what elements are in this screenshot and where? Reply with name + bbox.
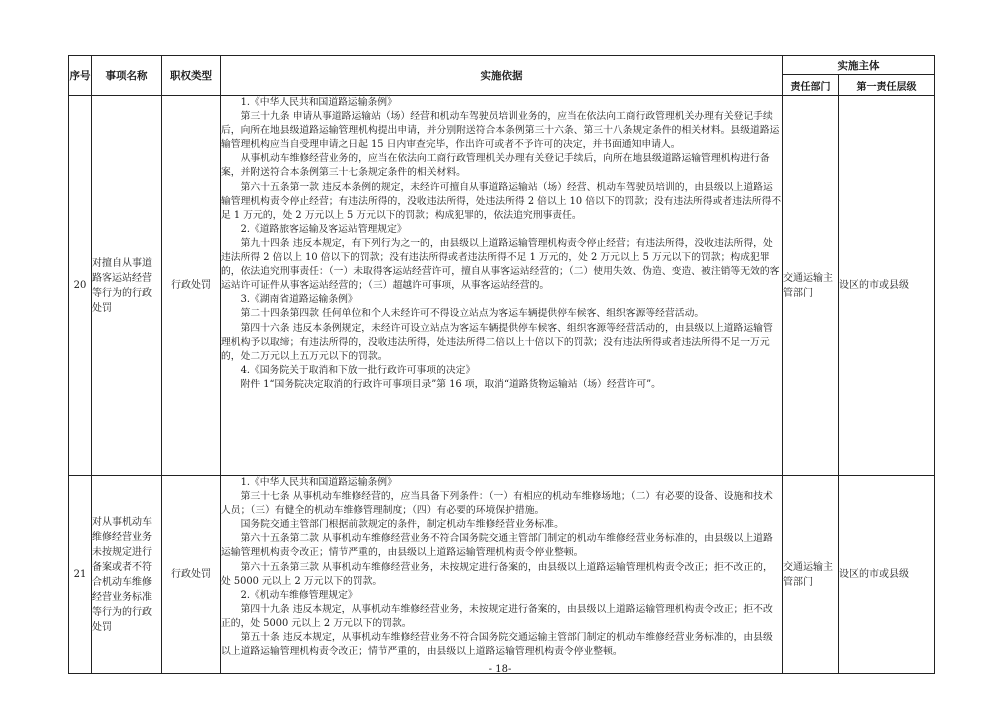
header-level: 第一责任层级: [839, 75, 935, 96]
basis-line: 第三十七条 从事机动车维修经营的，应当具备下列条件：（一）有相应的机动车维修场地；（二）有必要的设备、设施和技术人员；（三）有健全的机动车维修管理制度；（四）有必要的环境保护措施。: [221, 491, 773, 517]
basis-line: 2.《道路旅客运输及客运站管理规定》: [240, 223, 407, 235]
responsible-level: 设区的市或县级: [839, 476, 935, 674]
table-row: [69, 476, 935, 674]
basis-line: 第六十五条第三款 从事机动车维修经营业务，未按规定进行备案的，由县级以上道路运输管理机构责令改正；拒不改正的，处 5000 元以上 2 万元以下的罚款。: [221, 561, 773, 587]
implementation-basis: [221, 476, 783, 674]
table-header-row: [69, 56, 935, 75]
basis-line: 从事机动车维修经营业务的，应当在依法向工商行政管理机关办理有关登记手续后，向所在地县级道路运输管理机构进行备案，并附送符合本条例第三十七条规定条件的相关材料。: [221, 153, 770, 179]
basis-line: 第四十六条 违反本条例规定，未经许可设立站点为客运车辆提供停车候客、组织客源等经营活动的，由县级以上道路运输管理机构予以取缔；有违法所得的，没收违法所得，处违法所得二倍以上十倍以下的罚款；没有违法所得或者违法所得不足一万元的，处二万元以上五万元以下的罚款。: [221, 322, 773, 362]
row-number: 21: [69, 476, 92, 674]
row-number: 20: [69, 96, 92, 476]
page-number: - 18-: [488, 664, 512, 675]
power-type: 行政处罚: [162, 476, 221, 674]
basis-line: 第四十九条 违反本规定，从事机动车维修经营业务，未按规定进行备案的，由县级以上道路运输管理机构责令改正；拒不改正的，处 5000 元以上 2 万元以下的罚款。: [221, 603, 773, 629]
header-dept: 责任部门: [783, 75, 839, 96]
basis-line: 1.《中华人民共和国道路运输条例》: [240, 477, 397, 488]
header-basis: 实施依据: [221, 56, 783, 96]
implementation-basis: [221, 96, 783, 476]
basis-line: 第六十五条第一款 违反本条例的规定，未经许可擅自从事道路运输站（场）经营、机动车驾驶员培训的，由县级以上道路运输管理机构责令停止经营；有违法所得的，没收违法所得，处违法所得 2 倍以上 10 倍以下的罚款；没有违法所得或者违法所得不足 1 万元的，处 2 万元以上 5 万元以下的罚款；构成犯罪的，依法追究刑事责任。: [221, 181, 782, 221]
enforcement-table: [68, 55, 935, 674]
header-power-type: 职权类型: [162, 56, 221, 96]
basis-line: 1.《中华人民共和国道路运输条例》: [240, 97, 397, 108]
item-name: 对擅自从事道路客运站经营等行为的行政处罚: [92, 96, 162, 476]
basis-line: 第六十五条第二款 从事机动车维修经营业务不符合国务院交通主管部门制定的机动车维修经营业务标准的，由县级以上道路运输管理机构责令改正；情节严重的，由县级以上道路运输管理机构责令停业整顿。: [221, 533, 773, 559]
basis-line: 3.《湖南省道路运输条例》: [240, 294, 358, 306]
header-item-name: 事项名称: [92, 56, 162, 96]
basis-line: 国务院交通主管部门根据前款规定的条件，制定机动车维修经营业务标准。: [240, 519, 564, 531]
basis-line: 第五十条 违反本规定，从事机动车维修经营业务不符合国务院交通运输主管部门制定的机动车维修经营业务标准的，由县级以上道路运输管理机构责令改正；情节严重的，由县级以上道路运输管理机构责令停业整顿。: [221, 632, 773, 658]
power-type: 行政处罚: [162, 96, 221, 476]
basis-line: 附件 1“国务院决定取消的行政许可事项目录”第 16 项，取消“道路货物运输站（场）经营许可”。: [240, 378, 661, 390]
header-seq: 序号: [69, 56, 92, 96]
responsible-level: 设区的市或县级: [839, 96, 935, 476]
basis-line: 2.《机动车维修管理规定》: [240, 589, 358, 601]
basis-line: 第二十四条第四款 任何单位和个人未经许可不得设立站点为客运车辆提供停车候客、组织客源等经营活动。: [240, 308, 705, 320]
responsible-dept: 交通运输主管部门: [783, 96, 839, 476]
item-name: 对从事机动车维修经营业务未按规定进行备案或者不符合机动车维修经营业务标准等行为的行政处罚: [92, 476, 162, 674]
responsible-dept: 交通运输主管部门: [783, 476, 839, 674]
basis-line: 4.《国务院关于取消和下放一批行政许可事项的决定》: [240, 364, 476, 376]
header-subject: 实施主体: [783, 56, 935, 75]
table-row: [69, 96, 935, 476]
basis-line: 第九十四条 违反本规定，有下列行为之一的，由县级以上道路运输管理机构责令停止经营；有违法所得，没收违法所得，处违法所得 2 倍以上 10 倍以下的罚款；没有违法所得或者违法所得不足 1 万元的，处 2 万元以上 5 万元以下的罚款；构成犯罪的，依法追究刑事责任：（一）未取得客运站经营许可，擅自从事客运站经营的；（二）使用失效、伪造、变造、被注销等无效的客运站许可证件从事客运站经营的；（三）超越许可事项，从事客运站经营的。: [221, 237, 780, 292]
basis-line: 第三十九条 申请从事道路运输站（场）经营和机动车驾驶员培训业务的，应当在依法向工商行政管理机关办理有关登记手续后，向所在地县级道路运输管理机构提出申请，并分别附送符合本条例第三十六条、第三十八条规定条件的相关材料。县级道路运输管理机构应当自受理申请之日起 15 日内审查完毕，作出许可或者不予许可的决定，并书面通知申请人。: [221, 111, 780, 151]
